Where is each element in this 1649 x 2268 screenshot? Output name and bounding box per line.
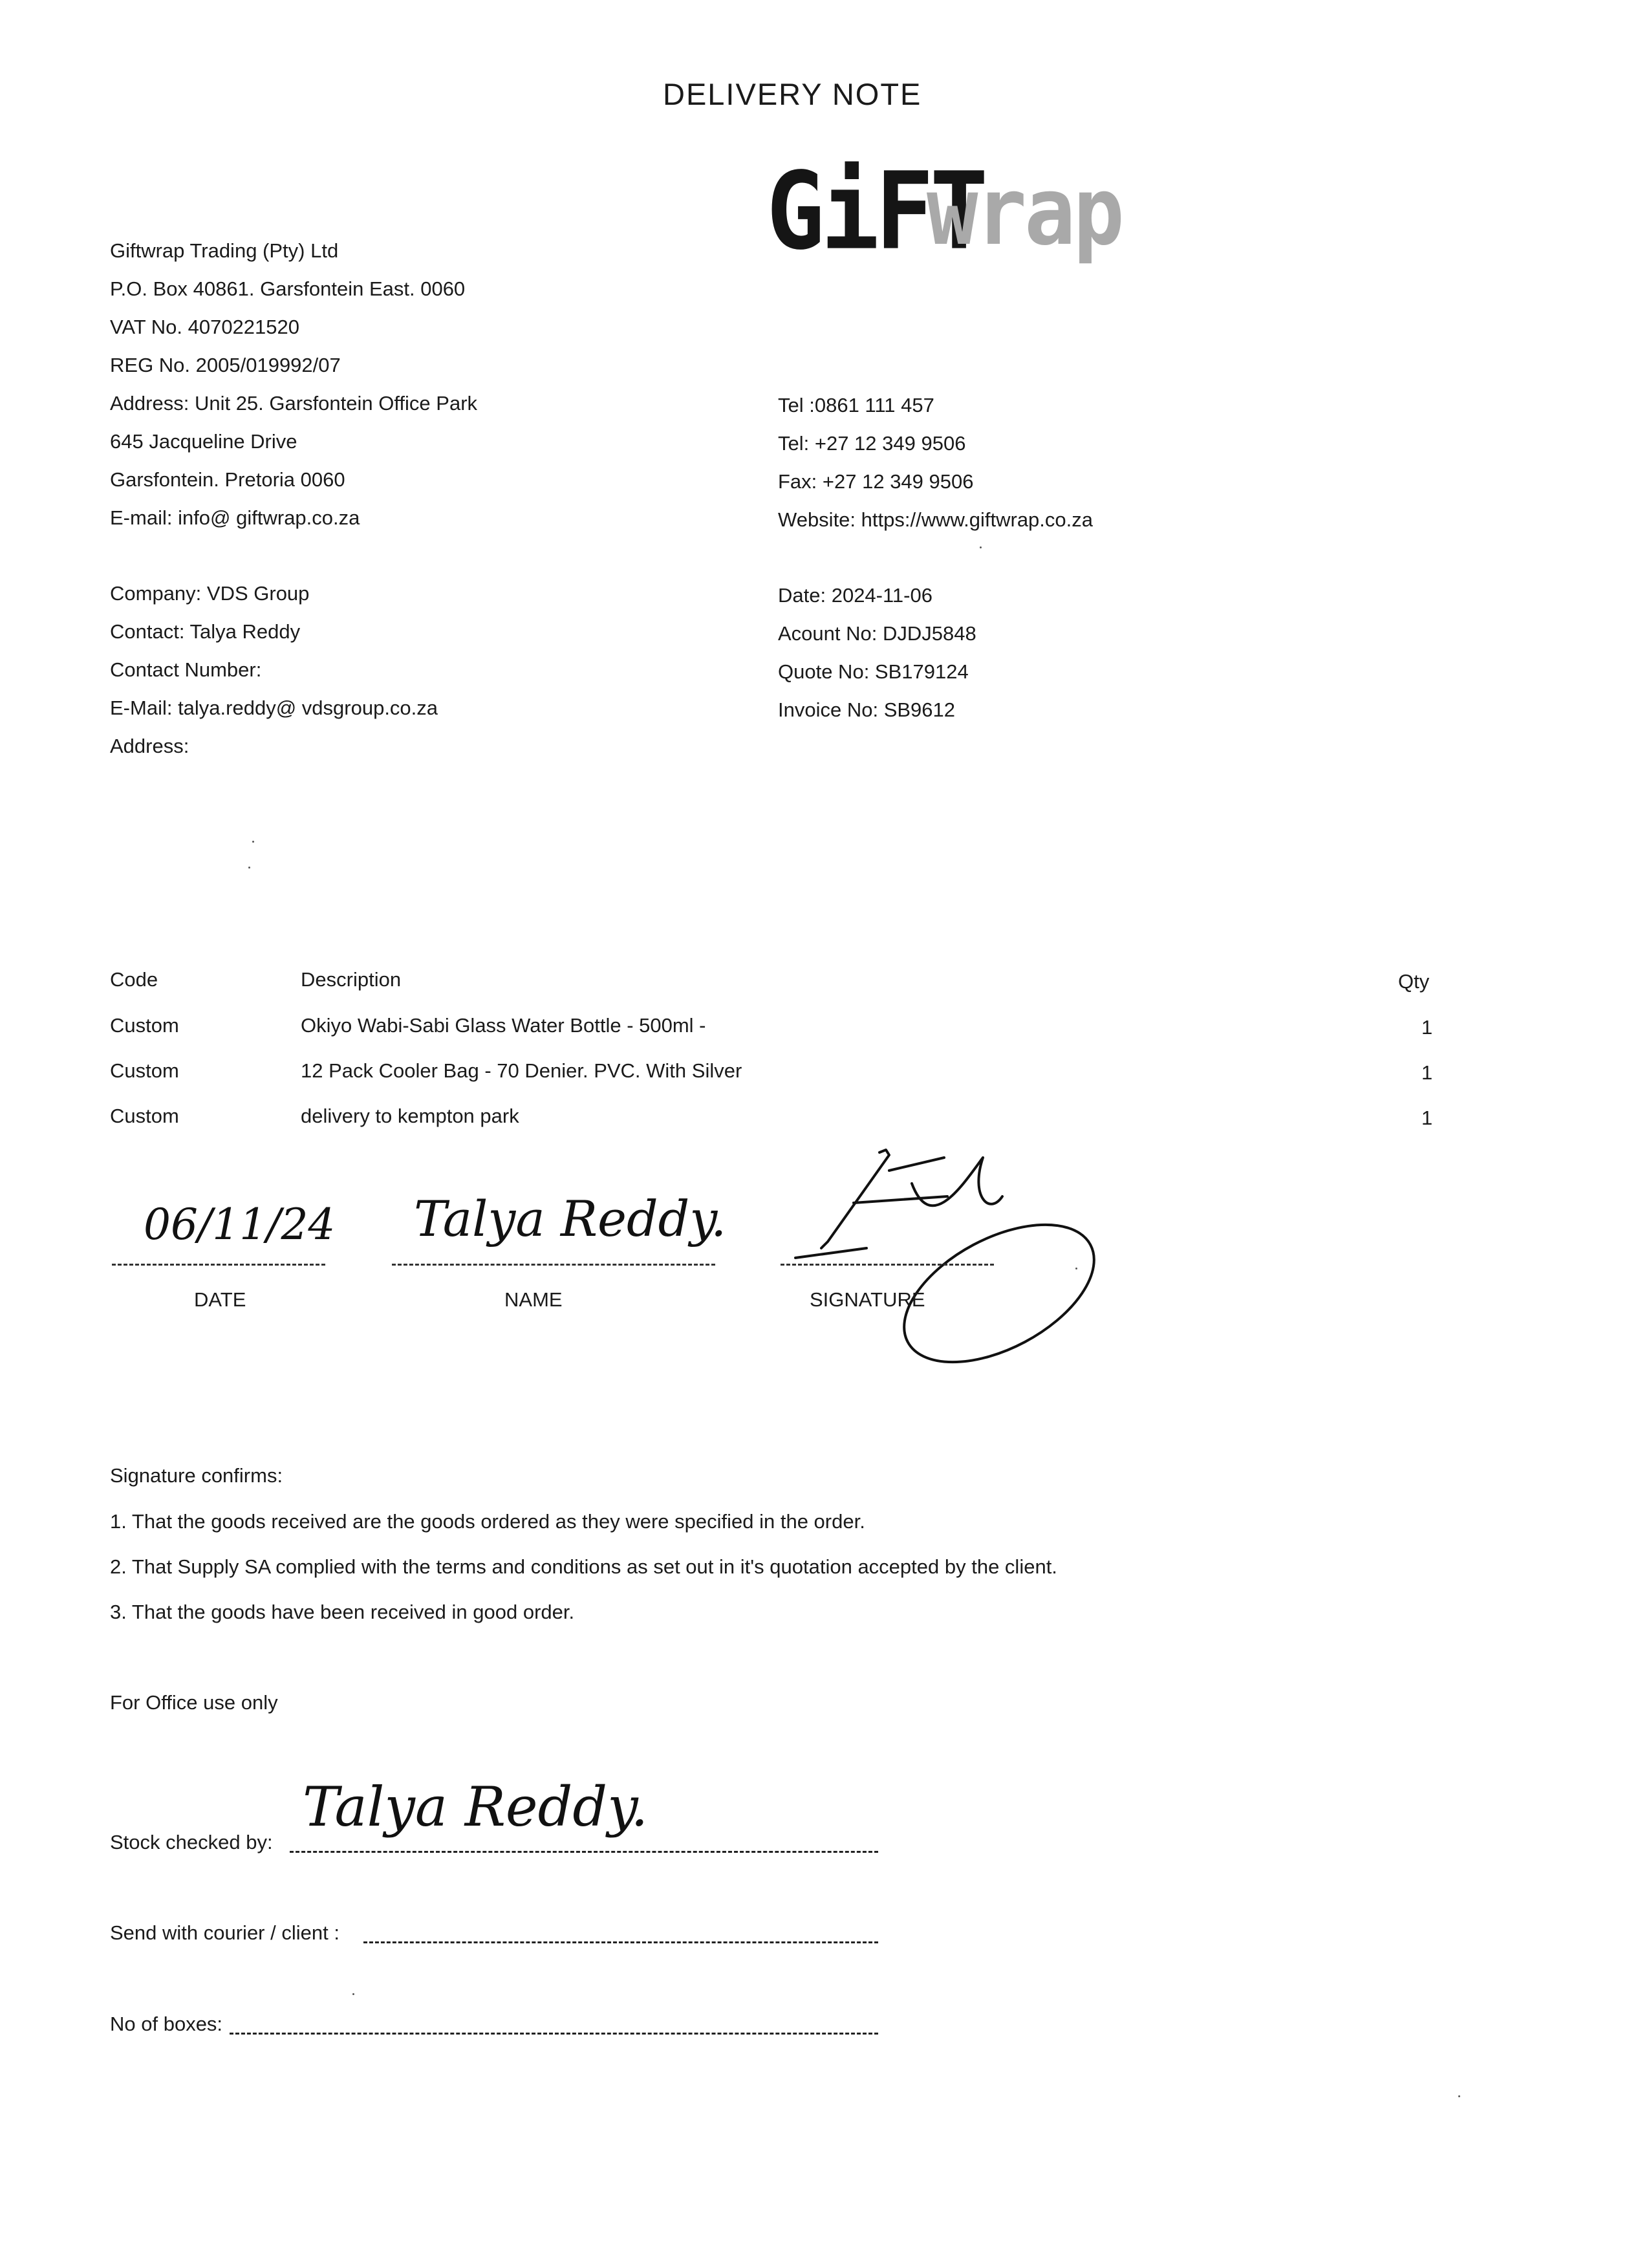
supplier-fax: Fax: +27 12 349 9506 (778, 470, 974, 493)
supplier-website: Website: https://www.giftwrap.co.za (778, 508, 1094, 531)
column-header-qty: Qty (1398, 970, 1430, 993)
confirmation-item: 2. That Supply SA complied with the terms and conditions as set out in it's quotation accepted by the client. (110, 1555, 1057, 1578)
supplier-po-box: P.O. Box 40861. Garsfontein East. 0060 (110, 277, 466, 300)
date-label: DATE (194, 1288, 246, 1311)
supplier-vat: VAT No. 4070221520 (110, 316, 300, 338)
customer-company: Company: VDS Group (110, 582, 310, 605)
column-header-description: Description (301, 968, 402, 991)
boxes-line (230, 2033, 878, 2035)
stock-checked-label: Stock checked by: (110, 1831, 273, 1853)
row-description: 12 Pack Cooler Bag - 70 Denier. PVC. With Silver (301, 1059, 742, 1082)
customer-email: E-Mail: talya.reddy@ vdsgroup.co.za (110, 697, 438, 719)
scan-speck (248, 867, 250, 869)
confirmation-item: 3. That the goods have been received in good order. (110, 1601, 575, 1623)
supplier-address-line-3: Garsfontein. Pretoria 0060 (110, 468, 345, 491)
supplier-tel-1: Tel :0861 111 457 (778, 394, 934, 416)
row-qty: 1 (1421, 1016, 1433, 1039)
row-qty: 1 (1421, 1061, 1433, 1084)
signature-line (781, 1264, 994, 1266)
signature-scribble (776, 1145, 1112, 1365)
scan-speck (352, 1993, 354, 1995)
column-header-code: Code (110, 968, 158, 991)
invoice-number: Invoice No: SB9612 (778, 698, 956, 721)
supplier-address-line-1: Address: Unit 25. Garsfontein Office Park (110, 392, 478, 415)
customer-address: Address: (110, 735, 189, 757)
boxes-label: No of boxes: (110, 2013, 223, 2035)
confirmations-heading: Signature confirms: (110, 1464, 283, 1487)
stock-checked-line (290, 1851, 878, 1853)
logo-text-light: wrap (927, 157, 1122, 267)
send-with-line (363, 1941, 878, 1943)
stock-checked-handwritten: Talya Reddy. (303, 1775, 649, 1839)
logo-text-bold: GiFT (766, 149, 985, 274)
supplier-tel-2: Tel: +27 12 349 9506 (778, 432, 966, 455)
document-title: DELIVERY NOTE (663, 77, 922, 111)
scan-speck (252, 841, 254, 843)
handwritten-date: 06/11/24 (144, 1200, 336, 1249)
row-qty: 1 (1421, 1107, 1433, 1129)
row-description: delivery to kempton park (301, 1105, 519, 1127)
row-description: Okiyo Wabi-Sabi Glass Water Bottle - 500ml - (301, 1014, 706, 1037)
customer-contact: Contact: Talya Reddy (110, 620, 301, 643)
supplier-address-line-2: 645 Jacqueline Drive (110, 430, 297, 453)
row-code: Custom (110, 1014, 179, 1037)
office-heading: For Office use only (110, 1691, 278, 1714)
supplier-name: Giftwrap Trading (Pty) Ltd (110, 239, 339, 262)
scan-speck (980, 546, 982, 548)
supplier-email: E-mail: info@ giftwrap.co.za (110, 506, 360, 529)
customer-contact-number: Contact Number: (110, 658, 262, 681)
date-line (112, 1264, 325, 1266)
scan-speck (1075, 1268, 1077, 1269)
row-code: Custom (110, 1105, 179, 1127)
note-date: Date: 2024-11-06 (778, 584, 932, 607)
quote-number: Quote No: SB179124 (778, 660, 969, 683)
handwritten-name: Talya Reddy. (414, 1190, 727, 1247)
send-with-label: Send with courier / client : (110, 1921, 339, 1944)
supplier-reg: REG No. 2005/019992/07 (110, 354, 341, 376)
scan-speck (1458, 2095, 1460, 2097)
row-code: Custom (110, 1059, 179, 1082)
name-line (392, 1264, 715, 1266)
confirmation-item: 1. That the goods received are the goods ordered as they were specified in the order. (110, 1510, 865, 1533)
account-number: Acount No: DJDJ5848 (778, 622, 976, 645)
name-label: NAME (504, 1288, 563, 1311)
signature-label: SIGNATURE (810, 1288, 925, 1311)
